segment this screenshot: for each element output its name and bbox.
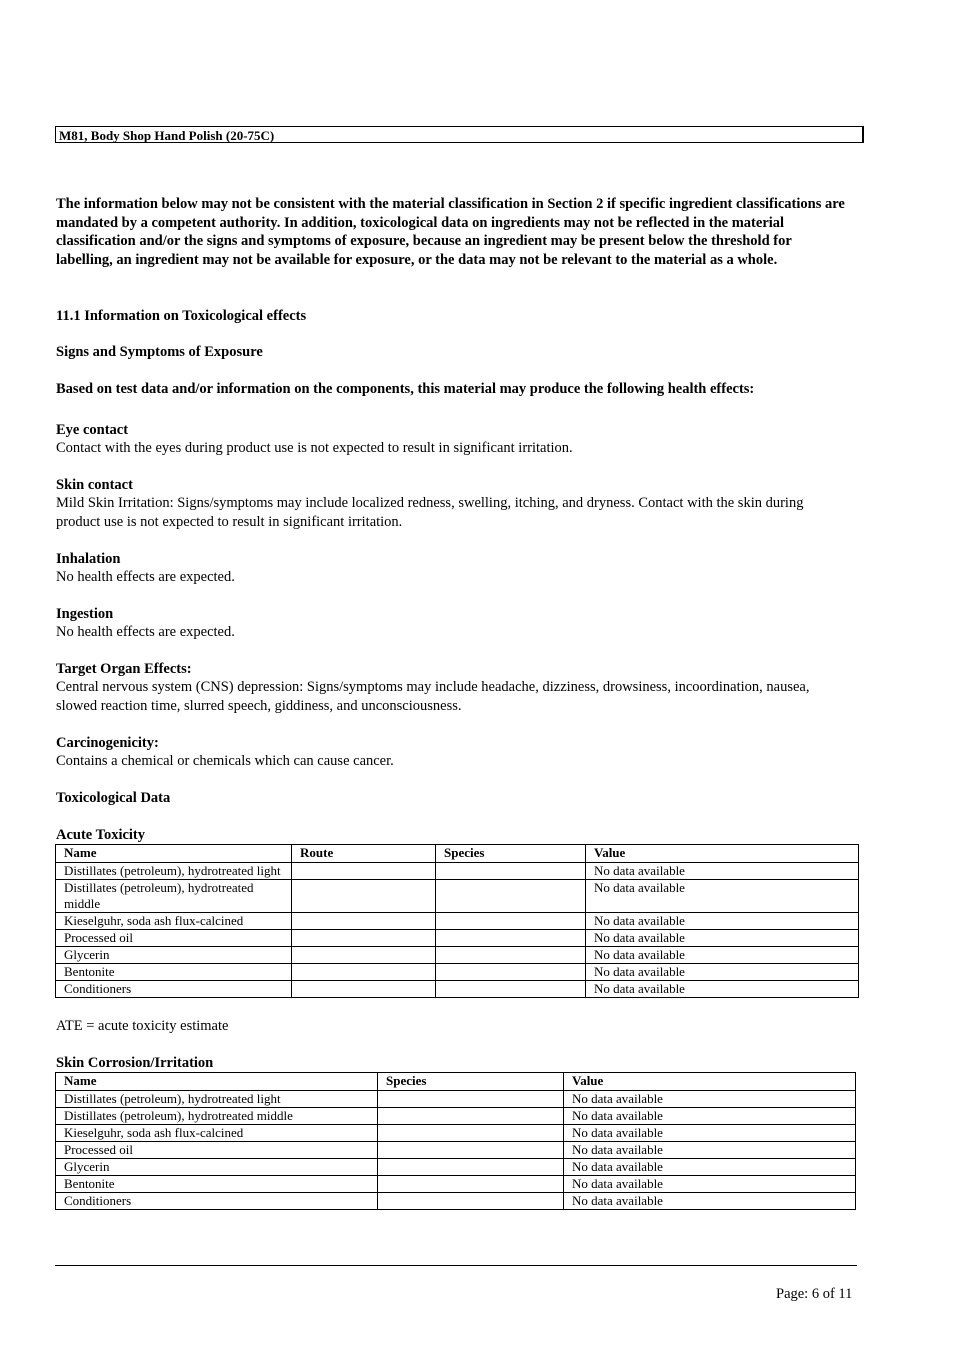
table-row [56,1159,856,1176]
table-row [56,1193,856,1210]
column-header: Species [436,845,586,863]
table-row [56,1176,856,1193]
table-cell: Glycerin [56,947,292,964]
table-header-row [56,1073,856,1091]
table-cell: Bentonite [56,964,292,981]
skin-corrosion-title: Skin Corrosion/Irritation [56,1055,214,1071]
table-cell: No data available [586,947,859,964]
table-row [56,964,859,981]
carcinogenicity-block [56,734,856,771]
skin-contact-text: Mild Skin Irritation: Signs/symptoms may include localized redness, swelling, itching, and dryness. Contact with the skin during product use is not expected to result in significant irritation. [56,495,804,530]
table-cell: Distillates (petroleum), hydrotreated light [56,863,292,880]
table-cell: No data available [586,964,859,981]
table-cell [436,930,586,947]
inhalation-block [56,550,856,587]
table-row [56,913,859,930]
table-cell: No data available [564,1142,856,1159]
table-cell: No data available [564,1176,856,1193]
table-cell: No data available [586,863,859,880]
table-row [56,880,859,913]
table-cell: Kieselguhr, soda ash flux-calcined [56,1125,378,1142]
carcinogenicity-text: Contains a chemical or chemicals which can cause cancer. [56,753,394,769]
acute-toxicity-table [55,844,859,998]
table-row [56,1125,856,1142]
eye-contact-text: Contact with the eyes during product use is not expected to result in significant irritation. [56,440,573,456]
table-cell: No data available [564,1193,856,1210]
column-header: Name [56,845,292,863]
table-row [56,1108,856,1125]
table-cell [436,880,586,913]
intro-paragraph: The information below may not be consistent with the material classification in Section 2 if specific ingredient classifications are mandated by a competent authority. In addition, toxicological data on ingredients may not be reflected in the material classification and/or the signs and symptoms of exposure, because an ingredient may be present below the threshold for labelling, an ingredient may not be available for exposure, or the data may not be relevant to the material as a whole. [56,196,845,268]
table-cell: No data available [586,880,859,913]
signs-title: Signs and Symptoms of Exposure [56,344,263,360]
target-organ-text: Central nervous system (CNS) depression: Signs/symptoms may include headache, dizziness, drowsiness, incoordination, nausea, slowed reaction time, slurred speech, giddiness, and unconsciousness. [56,679,810,714]
table-row [56,1091,856,1108]
table-cell [436,981,586,998]
table-cell [292,863,436,880]
table-cell: Conditioners [56,981,292,998]
target-organ-block [56,660,846,715]
table-cell: No data available [586,930,859,947]
table-cell [378,1193,564,1210]
table-cell [292,913,436,930]
table-row [56,863,859,880]
table-cell: Distillates (petroleum), hydrotreated middle [56,880,292,913]
column-header: Route [292,845,436,863]
inhalation-title: Inhalation [56,551,121,567]
table-cell [378,1176,564,1193]
column-header: Value [586,845,859,863]
target-organ-title: Target Organ Effects: [56,661,192,677]
table-cell: Bentonite [56,1176,378,1193]
skin-contact-block [56,476,846,531]
column-header: Value [564,1073,856,1091]
skin-corrosion-table [55,1072,856,1210]
table-cell: Glycerin [56,1159,378,1176]
table-cell [436,964,586,981]
table-cell [378,1142,564,1159]
table-header-row [56,845,859,863]
table-row [56,1142,856,1159]
based-on-statement: Based on test data and/or information on the components, this material may produce the following health effects: [56,381,755,397]
table-cell: Processed oil [56,930,292,947]
ingestion-text: No health effects are expected. [56,624,235,640]
footer-divider [55,1265,857,1266]
table-cell: No data available [564,1159,856,1176]
table-cell: No data available [564,1108,856,1125]
table-cell [292,930,436,947]
inhalation-text: No health effects are expected. [56,569,235,585]
table-cell: Distillates (petroleum), hydrotreated light [56,1091,378,1108]
ingestion-block [56,605,856,642]
table-row [56,981,859,998]
table-cell [378,1125,564,1142]
table-cell: No data available [586,981,859,998]
product-header [55,126,864,143]
table-cell: No data available [586,913,859,930]
eye-contact-block [56,421,856,458]
ate-note: ATE = acute toxicity estimate [56,1018,229,1034]
table-row [56,930,859,947]
table-cell [436,913,586,930]
table-cell: Kieselguhr, soda ash flux-calcined [56,913,292,930]
page-number: Page: 6 of 11 [776,1286,853,1302]
ingestion-title: Ingestion [56,606,114,622]
table-row [56,947,859,964]
table-cell: No data available [564,1125,856,1142]
section-title: 11.1 Information on Toxicological effects [56,308,307,324]
column-header: Species [378,1073,564,1091]
acute-toxicity-title: Acute Toxicity [56,827,146,843]
table-cell: No data available [564,1091,856,1108]
table-cell: Conditioners [56,1193,378,1210]
table-cell [378,1108,564,1125]
column-header: Name [56,1073,378,1091]
product-name: M81, Body Shop Hand Polish (20-75C) [59,128,275,143]
table-cell [292,947,436,964]
table-cell [378,1159,564,1176]
carcinogenicity-title: Carcinogenicity: [56,735,159,751]
table-cell [292,964,436,981]
table-cell [436,863,586,880]
tox-data-title: Toxicological Data [56,790,171,806]
table-cell: Processed oil [56,1142,378,1159]
eye-contact-title: Eye contact [56,422,129,438]
table-cell [436,947,586,964]
table-cell: Distillates (petroleum), hydrotreated middle [56,1108,378,1125]
skin-contact-title: Skin contact [56,477,133,493]
table-cell [292,880,436,913]
table-cell [292,981,436,998]
table-cell [378,1091,564,1108]
